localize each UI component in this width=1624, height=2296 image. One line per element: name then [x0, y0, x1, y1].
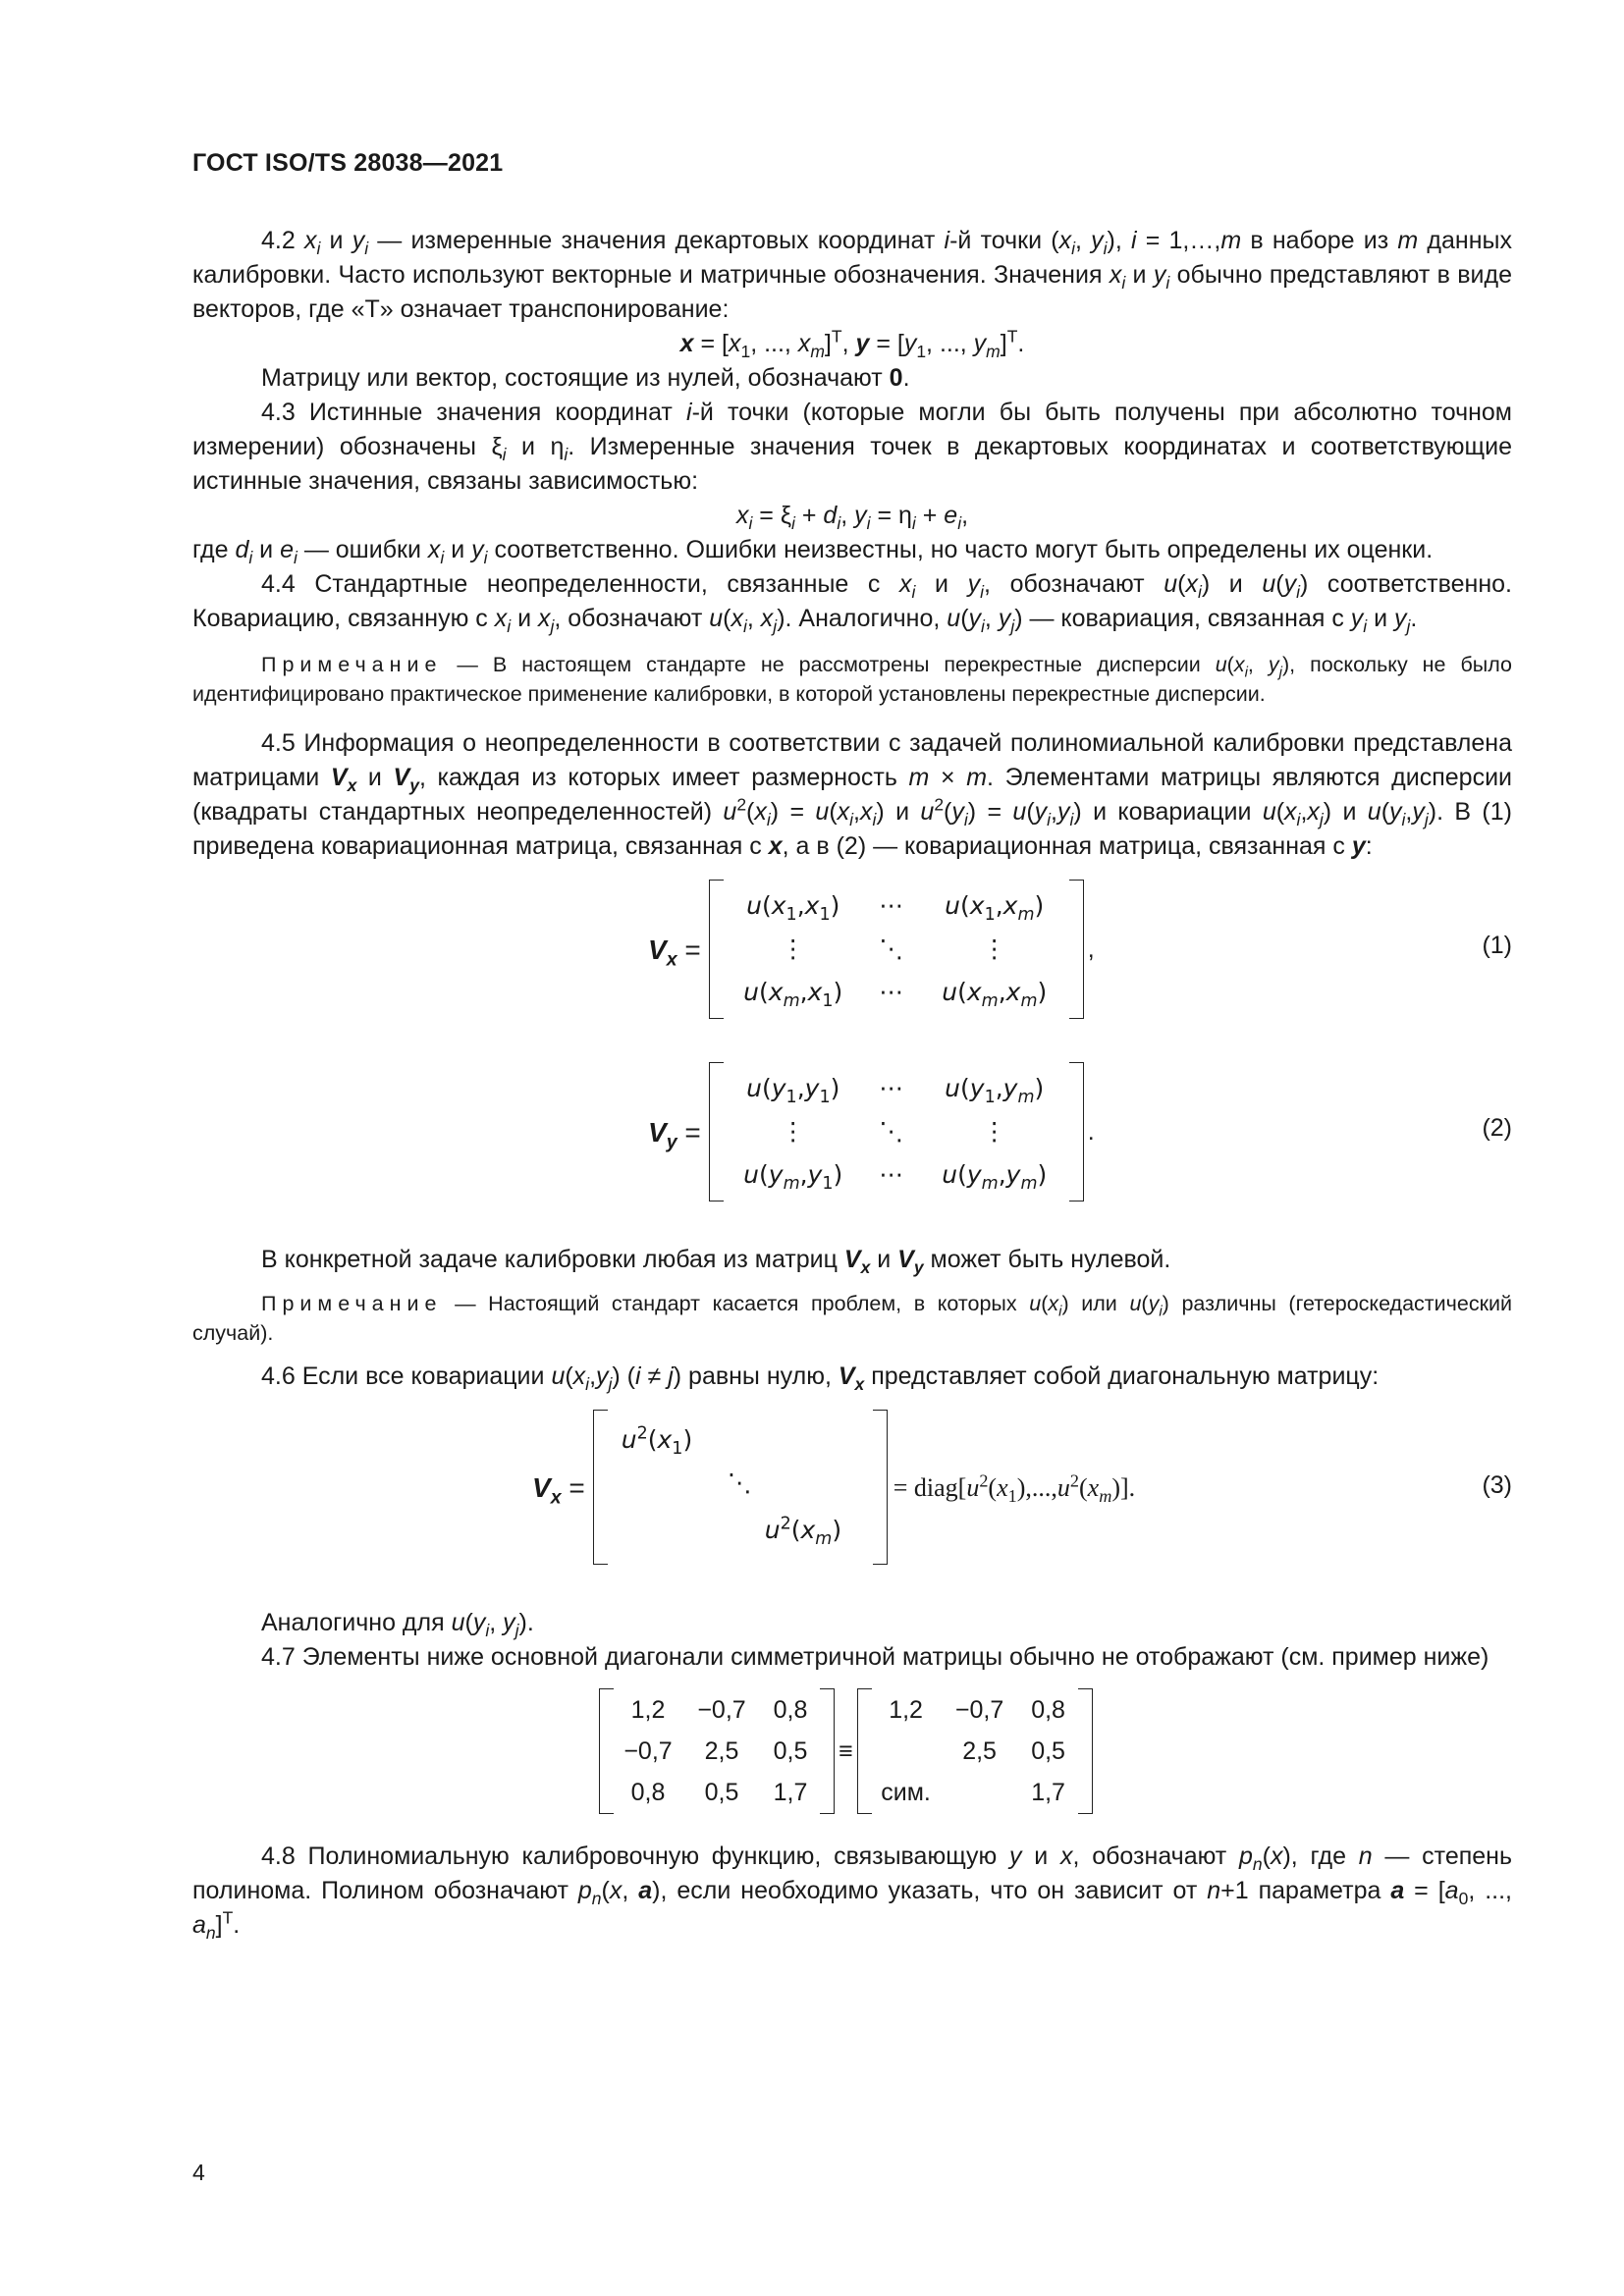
upper-matrix: [872, 1689, 1078, 1813]
covariance-matrix-y: $V_y$ = $u(y_1,y_1)$ ⋯ $u(y_1,y_m)$ ⋮ ⋱ ⋮ $u(y_m,y_1)$ ⋯ $u(y_m,y_m)$ .: [648, 1062, 1095, 1201]
note-1: Примечание — В настоящем стандарте не рассмотрены перекрестные дисперсии $u(x_i$, $y_j$), поскольку не было идентифицировано практическое применение калибровки, в которой установлены перекрестные дисперсии.: [192, 653, 1512, 706]
matrix-cell: [941, 1772, 1019, 1813]
matrix-cell: 1,7: [773, 1779, 808, 1806]
note-2: Примечание — Настоящий стандарт касается проблем, в которых $u(x_i)$ или $u(y_i)$ различны (гетероскедастический случай).: [192, 1292, 1513, 1345]
paragraph-4-6: 4.6 Если все ковариации $u(x_i,y_j) (i \ne j)$ равны нулю, $V_x$ представляет собой диагональную матрицу:: [261, 1362, 1380, 1394]
diag-label: = diag[: [893, 1472, 967, 1502]
matrix-cell: 0,8: [630, 1779, 666, 1806]
equation-number-1: (1): [1482, 932, 1512, 959]
matrix-cell: 0,8: [1031, 1696, 1065, 1724]
page-number: 4: [192, 2160, 205, 2185]
matrix-cell: сим.: [881, 1779, 931, 1806]
paragraph-zero-matrix: Матрицу или вектор, состоящие из нулей, обозначают 0.: [261, 364, 910, 392]
matrix-cell: 0,5: [773, 1737, 808, 1765]
symmetric-matrix-example: [192, 1688, 1512, 1826]
paragraph-errors-where: где $d_i$ и $e_i$ — ошибки $x_i$ и $y_i$ соответственно. Ошибки неизвестны, но часто могут быть определены их оценки.: [192, 536, 1434, 567]
equation-number-2: (2): [1482, 1114, 1512, 1142]
document-header: ГОСТ ISO/TS 28038—2021: [192, 149, 504, 177]
paragraph-4-8: 4.8 Полиномиальную калибровочную функцию, связывающую y и x, обозначают $p_n(x)$, где n — степень полинома. Полином обозначают $p_n(x$, a), если необходимо указать, что он зависит от n+1 параметра $a = [a_0$, ..., $a_n]^T$.: [192, 1842, 1512, 1943]
paragraph-4-3: 4.3 Истинные значения координат i-й точки (которые могли бы быть получены при абсолютно точном измерении) обозначены $\xi_i$ и $\eta_i$. Измеренные значения точек в декартовых координатах и соответствующие истинные значения, связаны зависимостью:: [192, 399, 1512, 495]
paragraph-4-7: 4.7 Элементы ниже основной диагонали симметричной матрицы обычно не отображают (см. пример ниже): [261, 1643, 1489, 1671]
matrix-cell: 0,5: [704, 1779, 739, 1806]
paragraph-4-5: 4.5 Информация о неопределенности в соответствии с задачей полиномиальной калибровки представлена матрицами $V_x$ и $V_y$, каждая из которых имеет размерность m × m. Элементами матрицы являются дисперсии (квадраты стандартных неопределенностей) $u^2(x_i) = u(x_i,x_i)$ и $u^2(y_i) = u(y_i,y_i)$ и ковариации $u(x_i,x_j)$ и $u(y_i,y_j)$. В (1) приведена ковариационная матрица, связанная с x, а в (2) — ковариационная матрица, связанная с y:: [192, 729, 1512, 860]
matrix-cell: [872, 1731, 941, 1772]
covariance-matrix-x: $V_x$ = $u(x_1,x_1)$ ⋯ $u(x_1,x_m)$ ⋮ ⋱ ⋮ $u(x_m,x_1)$ ⋯ $u(x_m,x_m)$ ,: [648, 880, 1095, 1019]
matrix-cell: 1,2: [889, 1696, 923, 1724]
matrix-cell: 2,5: [962, 1737, 997, 1765]
equation-3: [192, 1410, 1512, 1606]
equation-1: [192, 880, 1512, 1046]
equation-errors: $x_i = \xi_i + d_i$, $y_i = \eta_i + e_i$,: [735, 502, 969, 533]
equation-number-3: (3): [1482, 1471, 1512, 1499]
document-body: [192, 224, 1512, 1943]
numeric-matrices: 1,2 −0,7 0,8 −0,7 2,5 0,5 0,8 0,5 1,7 ≡ 1,2 −0,7 0,8 2,5 0,5 сим. 1,7: [599, 1688, 1093, 1814]
matrix-cell: −0,7: [623, 1737, 673, 1765]
matrix-cell: 0,8: [773, 1696, 808, 1724]
full-matrix: [614, 1689, 820, 1813]
matrix-cell: 2,5: [704, 1737, 739, 1765]
paragraph-zero-covariance: В конкретной задаче калибровки любая из матриц $V_x$ и $V_y$ может быть нулевой.: [261, 1246, 1171, 1277]
matrix-cell: 1,2: [630, 1696, 666, 1724]
matrix-cell: −0,7: [697, 1696, 746, 1724]
diagonal-matrix: $V_x$ = $u^2(x_1)$ ⋱ $u^2(x_m)$ = $diag[u^2(x_1),...,u^2(x_m)]$.: [532, 1410, 1135, 1565]
matrix-cell: 1,7: [1031, 1779, 1065, 1806]
paragraph-analogous: Аналогично для $u(y_i$, $y_j$).: [261, 1609, 534, 1640]
paragraph-4-4: 4.4 Стандартные неопределенности, связанные с $x_i$ и $y_i$, обозначают $u(x_i)$ и $u(y_i)$ соответственно. Ковариацию, связанную с $x_i$ и $x_j$, обозначают $u(x_i$, $x_j$). Аналогично, $u(y_i$, $y_j$) — ковариация, связанная с $y_i$ и $y_j$.: [192, 570, 1512, 636]
paragraph-4-2: 4.2 $x_i$ и $y_i$ — измеренные значения декартовых координат i-й точки ($x_i$, $y_i$), i = 1,…,m в наборе из m данных калибровки. Часто используют векторные и матричные обозначения. Значения $x_i$ и $y_i$ обычно представляют в виде векторов, где «T» означает транспонирование:: [192, 227, 1513, 323]
equation-vectors: $x = [x_1$, ..., $x_m]^T$, $y = [y_1$, ..., $y_m]^T$.: [679, 326, 1025, 361]
matrix-cell: −0,7: [954, 1696, 1004, 1724]
matrix-cell: 0,5: [1031, 1737, 1065, 1765]
equation-2: [192, 1062, 1512, 1229]
